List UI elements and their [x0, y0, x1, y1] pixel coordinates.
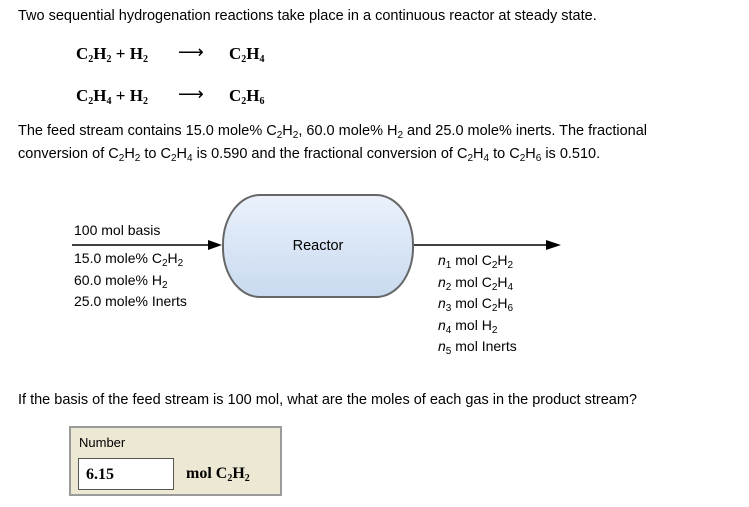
basis-label: 100 mol basis: [74, 222, 161, 238]
answer-input[interactable]: 6.15: [78, 458, 174, 490]
product-item-c2h6: $n_3$ mol $C_2H_6$: [438, 295, 514, 314]
answer-panel: [69, 426, 282, 496]
answer-label: Number: [79, 435, 126, 450]
reaction-2-product: $C_2H_6$: [229, 86, 265, 107]
product-composition: [438, 250, 517, 358]
reactor-vessel: [222, 194, 414, 298]
product-item-inerts: $n_5$ mol Inerts: [438, 338, 517, 357]
answer-unit: mol $C_2H_2$: [186, 465, 250, 484]
reaction-1-reactants: $C_2H_2 + H_2$: [76, 44, 148, 65]
reaction-1-arrow: ⟶: [178, 42, 204, 63]
outlet-arrow: [414, 240, 561, 250]
product-item-c2h2: $n_1$ mol $C_2H_2$: [438, 252, 514, 271]
question-text: If the basis of the feed stream is 100 mol, what are the moles of each gas in the product stream?: [18, 392, 637, 408]
feed-paragraph-line-2: conversion of $C_2H_2$ to $C_2H_4$ is 0.590 and the fractional conversion of $C_2H_4$ to $C_2H_6$ is 0.510.: [18, 146, 601, 164]
feed-item-c2h2: 15.0 mole% $C_2H_2$: [74, 250, 184, 269]
reaction-2-reactants: $C_2H_4 + H_2$: [76, 86, 148, 107]
reactor-label: Reactor: [292, 238, 344, 254]
reaction-2-arrow: ⟶: [178, 84, 204, 105]
feed-paragraph-line-1: The feed stream contains 15.0 mole% $C_2H_2$, 60.0 mole% $H_2$ and 25.0 mole% inerts. The fractional: [18, 123, 647, 141]
intro-text: Two sequential hydrogenation reactions take place in a continuous reactor at steady state.: [18, 8, 597, 24]
product-item-h2: $n_4$ mol $H_2$: [438, 316, 498, 336]
feed-item-inerts: 25.0 mole% Inerts: [74, 293, 187, 309]
feed-composition: [74, 248, 187, 313]
feed-item-h2: 60.0 mole% $H_2$: [74, 271, 168, 291]
product-item-c2h4: $n_2$ mol $C_2H_4$: [438, 273, 514, 293]
reaction-1-product: $C_2H_4$: [229, 44, 265, 65]
